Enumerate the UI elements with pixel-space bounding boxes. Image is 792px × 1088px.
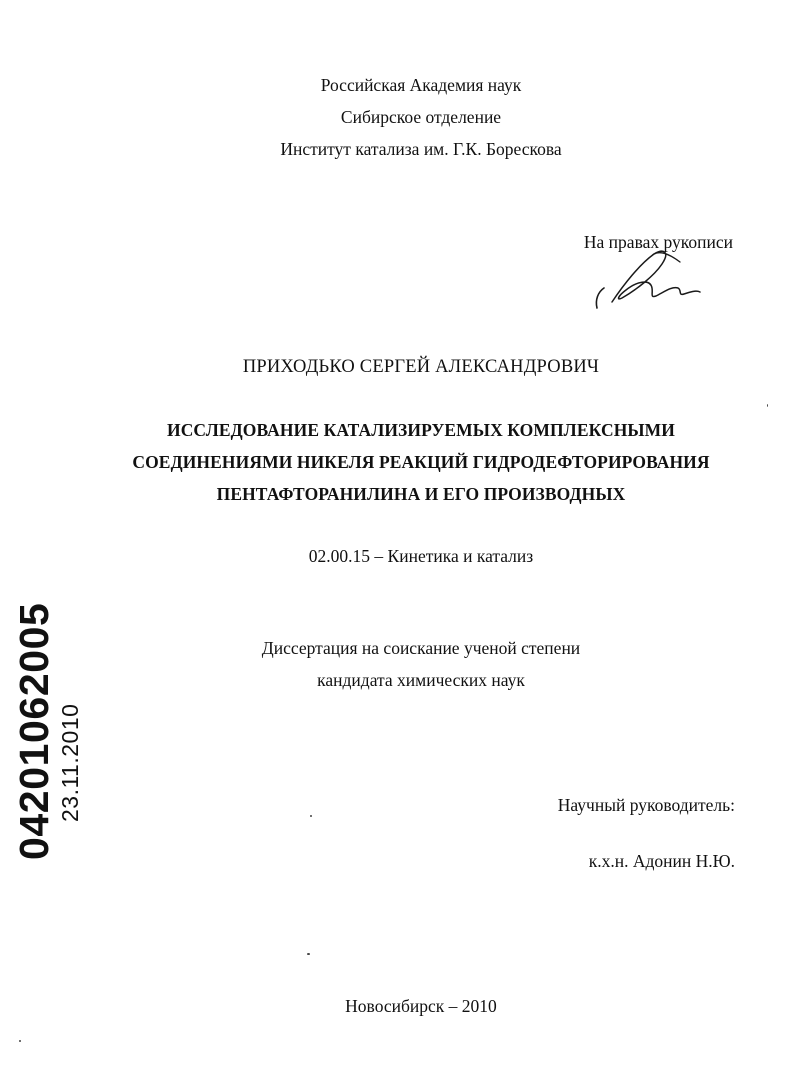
manuscript-note: На правах рукописи [583,232,733,252]
specialty-code: 02.00.15 – Кинетика и катализ [308,546,534,566]
supervisor-name: к.х.н. Адонин Н.Ю. [588,851,735,871]
academy-name: Российская Академия наук [320,75,522,95]
handwritten-signature [592,244,707,314]
scan-speck [310,815,312,817]
thesis-title-line-1: ИССЛЕДОВАНИЕ КАТАЛИЗИРУЕМЫХ КОМПЛЕКСНЫМИ [166,420,676,440]
degree-line-1: Диссертация на соискание ученой степени [261,638,581,658]
supervisor-label: Научный руководитель: [557,795,735,815]
degree-line-2: кандидата химических наук [317,670,525,690]
city-year: Новосибирск – 2010 [345,996,497,1016]
scan-speck [19,1040,21,1042]
author-name: ПРИХОДЬКО СЕРГЕЙ АЛЕКСАНДРОВИЧ [242,357,600,377]
thesis-title-line-3: ПЕНТАФТОРАНИЛИНА И ЕГО ПРОИЗВОДНЫХ [216,484,626,504]
institute-name: Институт катализа им. Г.К. Борескова [280,139,562,159]
library-stamp-code: 04201062005 [11,602,57,860]
scan-speck [307,953,310,955]
scan-speck [767,404,768,407]
library-stamp-date: 23.11.2010 [57,703,83,822]
branch-name: Сибирское отделение [340,107,502,127]
thesis-title-line-2: СОЕДИНЕНИЯМИ НИКЕЛЯ РЕАКЦИЙ ГИДРОДЕФТОРИРОВАНИЯ [132,452,710,472]
